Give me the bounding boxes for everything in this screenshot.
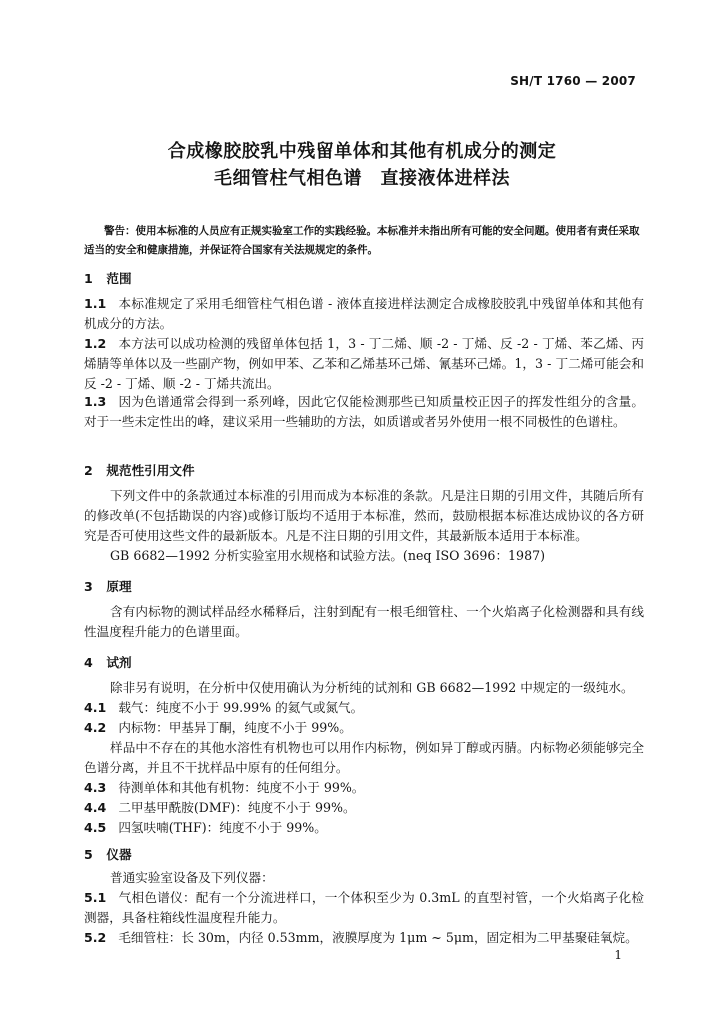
clause-4-1 [84,698,644,718]
section-5-intro: 普通实验室设备及下列仪器： [110,870,274,885]
clause-1-1 [84,294,644,334]
clause-4-4 [84,798,644,818]
clause-4-3 [84,778,644,798]
clause-4-5 [84,818,644,838]
section-title: 原理 [106,579,132,594]
clause-5-2 [84,928,644,948]
clause-text: 二甲基甲酰胺(DMF)：纯度不小于 99%。 [118,800,356,815]
section-title: 规范性引用文件 [106,463,195,478]
clause-text: 待测单体和其他有机物：纯度不小于 99%。 [118,780,365,795]
section-1-heading [84,268,132,287]
clause-number: 4.4 [84,800,107,815]
clause-text: 本方法可以成功检测的残留单体包括 1，3 - 丁二烯、顺 -2 - 丁烯、反 -2 - 丁烯、苯乙烯、丙烯腈等单体以及一些副产物，例如甲苯、乙苯和乙烯基环己烯、氰基环己烯。1，3 - 丁二烯可能会和反 -2 - 丁烯、顺 -2 - 丁烯共流出。 [84,336,644,391]
section-number: 4 [84,655,93,670]
section-2-heading [84,460,195,479]
section-2-reference: GB 6682—1992 分析实验室用水规格和试验方法。(neq ISO 3696：1987) [110,548,546,563]
section-4-intro: 除非另有说明，在分析中仅使用确认为分析纯的试剂和 GB 6682—1992 中规定的一级纯水。 [110,680,634,695]
section-3-heading [84,576,132,595]
clause-number: 4.5 [84,820,107,835]
clause-number: 1.1 [84,296,107,311]
clause-5-1 [84,888,644,928]
clause-4-2-note: 样品中不存在的其他水溶性有机物也可以用作内标物，例如异丁醇或丙腈。内标物必须能够完全色谱分离，并且不干扰样品中原有的任何组分。 [84,740,644,775]
section-title: 范围 [106,271,132,286]
section-title: 仪器 [106,847,132,862]
clause-4-2 [84,718,644,738]
section-number: 1 [84,271,93,286]
section-3-paragraph: 含有内标物的测试样品经水稀释后，注射到配有一根毛细管柱、一个火焰离子化检测器和具有线性温度程升能力的色谱里面。 [84,604,644,639]
section-number: 5 [84,847,93,862]
warning-notice: 警告：使用本标准的人员应有正规实验室工作的实践经验。本标准并未指出所有可能的安全问题。使用者有责任采取适当的安全和健康措施，并保证符合国家有关法规规定的条件。 [84,225,640,256]
clause-number: 1.3 [84,394,107,409]
clause-1-2 [84,334,644,394]
clause-text: 载气：纯度不小于 99.99% 的氦气或氮气。 [118,700,364,715]
section-number: 2 [84,463,93,478]
page-number: 1 [614,948,622,962]
section-4-heading [84,652,132,671]
clause-number: 4.1 [84,700,107,715]
clause-text: 内标物：甲基异丁酮，纯度不小于 99%。 [118,720,352,735]
clause-1-3 [84,392,644,432]
section-title: 试剂 [106,655,132,670]
clause-number: 4.3 [84,780,107,795]
clause-number: 5.2 [84,930,107,945]
section-2-paragraph-1: 下列文件中的条款通过本标准的引用而成为本标准的条款。凡是注日期的引用文件，其随后所有的修改单(不包括勘误的内容)或修订版均不适用于本标准，然而，鼓励根据本标准达成协议的各方研究是否可使用这些文件的最新版本。凡是不注日期的引用文件，其最新版本适用于本标准。 [84,488,644,543]
clause-number: 1.2 [84,336,107,351]
section-5-heading [84,844,132,863]
clause-text: 气相色谱仪：配有一个分流进样口，一个体积至少为 0.3mL 的直型衬管，一个火焰离子化检测器，具备柱箱线性温度程升能力。 [84,890,644,925]
document-title-line-2: 毛细管柱气相色谱 直接液体进样法 [214,168,510,189]
clause-text: 四氢呋喃(THF)：纯度不小于 99%。 [118,820,327,835]
clause-text: 本标准规定了采用毛细管柱气相色谱 - 液体直接进样法测定合成橡胶胶乳中残留单体和其他有机成分的方法。 [84,296,644,331]
clause-number: 4.2 [84,720,107,735]
document-title-line-1: 合成橡胶胶乳中残留单体和其他有机成分的测定 [167,141,557,162]
clause-text: 毛细管柱：长 30m，内径 0.53mm，液膜厚度为 1μm ~ 5μm，固定相为二甲基聚硅氧烷。 [118,930,638,945]
section-number: 3 [84,579,93,594]
clause-text: 因为色谱通常会得到一系列峰，因此它仅能检测那些已知质量校正因子的挥发性组分的含量。对于一些未定性出的峰，建议采用一些辅助的方法，如质谱或者另外使用一根不同极性的色谱柱。 [84,394,644,429]
standard-code: SH/T 1760 — 2007 [510,74,636,88]
clause-number: 5.1 [84,890,107,905]
